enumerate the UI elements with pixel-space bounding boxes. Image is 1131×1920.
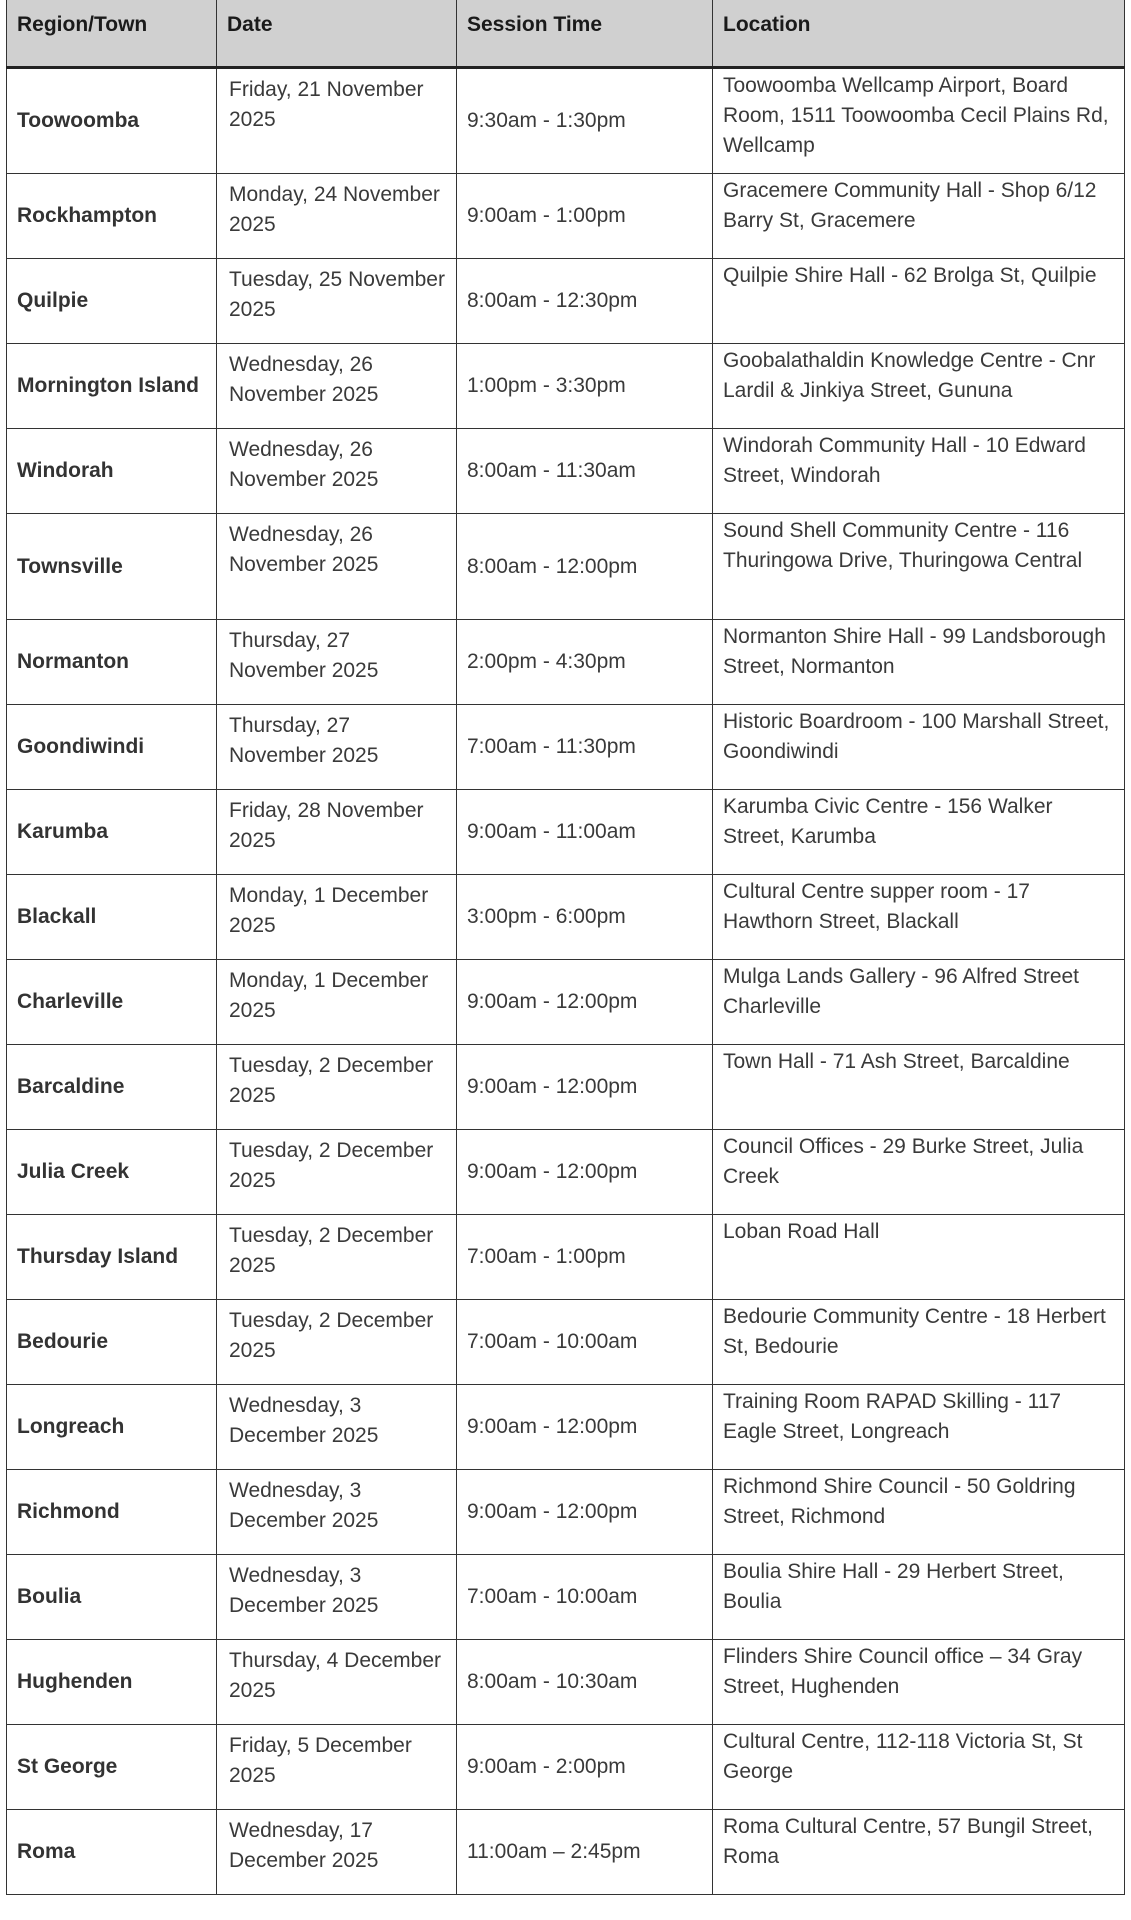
session-time-cell: 9:00am - 11:00am: [457, 790, 713, 875]
table-row: [7, 1385, 1125, 1470]
session-time-cell: 1:00pm - 3:30pm: [457, 344, 713, 429]
session-time-cell: 9:00am - 12:00pm: [457, 960, 713, 1045]
town-cell: Mornington Island: [7, 344, 217, 429]
session-time-cell: 7:00am - 10:00am: [457, 1555, 713, 1640]
town-cell: Normanton: [7, 620, 217, 705]
session-time-cell: 8:00am - 11:30am: [457, 429, 713, 514]
location-cell: Town Hall - 71 Ash Street, Barcaldine: [713, 1045, 1125, 1130]
session-time-cell: 3:00pm - 6:00pm: [457, 875, 713, 960]
session-time-cell: 8:00am - 12:30pm: [457, 259, 713, 344]
date-cell: Tuesday, 2 December 2025: [217, 1300, 457, 1385]
town-cell: Rockhampton: [7, 174, 217, 259]
date-cell: Wednesday, 26 November 2025: [217, 344, 457, 429]
town-cell: Boulia: [7, 1555, 217, 1640]
table-row: [7, 1725, 1125, 1810]
location-cell: Goobalathaldin Knowledge Centre - Cnr Lardil & Jinkiya Street, Gununa: [713, 344, 1125, 429]
table-row: [7, 1470, 1125, 1555]
date-cell: Monday, 24 November 2025: [217, 174, 457, 259]
table-row: [7, 620, 1125, 705]
town-cell: Longreach: [7, 1385, 217, 1470]
location-cell: Sound Shell Community Centre - 116 Thuringowa Drive, Thuringowa Central: [713, 514, 1125, 620]
session-time-cell: 9:00am - 12:00pm: [457, 1130, 713, 1215]
session-time-cell: 7:00am - 11:30pm: [457, 705, 713, 790]
table-row: [7, 1045, 1125, 1130]
location-cell: Gracemere Community Hall - Shop 6/12 Barry St, Gracemere: [713, 174, 1125, 259]
date-cell: Thursday, 27 November 2025: [217, 705, 457, 790]
date-cell: Friday, 5 December 2025: [217, 1725, 457, 1810]
session-time-cell: 11:00am – 2:45pm: [457, 1810, 713, 1895]
header-row: [7, 0, 1125, 68]
header-date: Date: [217, 0, 457, 68]
location-cell: Toowoomba Wellcamp Airport, Board Room, 1511 Toowoomba Cecil Plains Rd, Wellcamp: [713, 68, 1125, 174]
date-cell: Wednesday, 26 November 2025: [217, 429, 457, 514]
date-cell: Monday, 1 December 2025: [217, 960, 457, 1045]
header-region-town: Region/Town: [7, 0, 217, 68]
date-cell: Tuesday, 2 December 2025: [217, 1130, 457, 1215]
date-cell: Wednesday, 3 December 2025: [217, 1385, 457, 1470]
location-cell: Windorah Community Hall - 10 Edward Street, Windorah: [713, 429, 1125, 514]
town-cell: Thursday Island: [7, 1215, 217, 1300]
session-time-cell: 7:00am - 10:00am: [457, 1300, 713, 1385]
table-row: [7, 790, 1125, 875]
town-cell: Karumba: [7, 790, 217, 875]
session-time-cell: 8:00am - 12:00pm: [457, 514, 713, 620]
town-cell: Richmond: [7, 1470, 217, 1555]
header-session-time: Session Time: [457, 0, 713, 68]
town-cell: Julia Creek: [7, 1130, 217, 1215]
sessions-table: [6, 0, 1125, 1895]
location-cell: Normanton Shire Hall - 99 Landsborough Street, Normanton: [713, 620, 1125, 705]
date-cell: Thursday, 4 December 2025: [217, 1640, 457, 1725]
session-time-cell: 9:00am - 12:00pm: [457, 1385, 713, 1470]
town-cell: St George: [7, 1725, 217, 1810]
date-cell: Friday, 21 November 2025: [217, 68, 457, 174]
table-row: [7, 705, 1125, 790]
location-cell: Historic Boardroom - 100 Marshall Street, Goondiwindi: [713, 705, 1125, 790]
header-location: Location: [713, 0, 1125, 68]
date-cell: Wednesday, 3 December 2025: [217, 1555, 457, 1640]
town-cell: Blackall: [7, 875, 217, 960]
location-cell: Training Room RAPAD Skilling - 117 Eagle Street, Longreach: [713, 1385, 1125, 1470]
session-time-cell: 7:00am - 1:00pm: [457, 1215, 713, 1300]
location-cell: Boulia Shire Hall - 29 Herbert Street, Boulia: [713, 1555, 1125, 1640]
date-cell: Wednesday, 17 December 2025: [217, 1810, 457, 1895]
town-cell: Barcaldine: [7, 1045, 217, 1130]
table-row: [7, 1810, 1125, 1895]
location-cell: Richmond Shire Council - 50 Goldring Street, Richmond: [713, 1470, 1125, 1555]
town-cell: Quilpie: [7, 259, 217, 344]
town-cell: Charleville: [7, 960, 217, 1045]
session-time-cell: 9:00am - 12:00pm: [457, 1470, 713, 1555]
table-row: [7, 344, 1125, 429]
table-row: [7, 1300, 1125, 1385]
session-time-cell: 2:00pm - 4:30pm: [457, 620, 713, 705]
town-cell: Bedourie: [7, 1300, 217, 1385]
table-row: [7, 429, 1125, 514]
location-cell: Roma Cultural Centre, 57 Bungil Street, Roma: [713, 1810, 1125, 1895]
date-cell: Tuesday, 2 December 2025: [217, 1045, 457, 1130]
date-cell: Thursday, 27 November 2025: [217, 620, 457, 705]
table-body: [7, 68, 1125, 1895]
location-cell: Cultural Centre supper room - 17 Hawthorn Street, Blackall: [713, 875, 1125, 960]
location-cell: Council Offices - 29 Burke Street, Julia Creek: [713, 1130, 1125, 1215]
town-cell: Windorah: [7, 429, 217, 514]
date-cell: Wednesday, 3 December 2025: [217, 1470, 457, 1555]
location-cell: Mulga Lands Gallery - 96 Alfred Street Charleville: [713, 960, 1125, 1045]
town-cell: Townsville: [7, 514, 217, 620]
date-cell: Monday, 1 December 2025: [217, 875, 457, 960]
location-cell: Quilpie Shire Hall - 62 Brolga St, Quilpie: [713, 259, 1125, 344]
table-row: [7, 960, 1125, 1045]
session-time-cell: 9:00am - 2:00pm: [457, 1725, 713, 1810]
location-cell: Flinders Shire Council office – 34 Gray Street, Hughenden: [713, 1640, 1125, 1725]
date-cell: Wednesday, 26 November 2025: [217, 514, 457, 620]
session-time-cell: 9:30am - 1:30pm: [457, 68, 713, 174]
table-row: [7, 1640, 1125, 1725]
location-cell: Bedourie Community Centre - 18 Herbert St, Bedourie: [713, 1300, 1125, 1385]
table-row: [7, 259, 1125, 344]
location-cell: Cultural Centre, 112-118 Victoria St, St George: [713, 1725, 1125, 1810]
table-row: [7, 1130, 1125, 1215]
town-cell: Toowoomba: [7, 68, 217, 174]
date-cell: Friday, 28 November 2025: [217, 790, 457, 875]
location-cell: Karumba Civic Centre - 156 Walker Street, Karumba: [713, 790, 1125, 875]
table-header: [7, 0, 1125, 68]
date-cell: Tuesday, 2 December 2025: [217, 1215, 457, 1300]
table-row: [7, 1215, 1125, 1300]
table-row: [7, 174, 1125, 259]
session-time-cell: 8:00am - 10:30am: [457, 1640, 713, 1725]
location-cell: Loban Road Hall: [713, 1215, 1125, 1300]
town-cell: Goondiwindi: [7, 705, 217, 790]
table-row: [7, 514, 1125, 620]
date-cell: Tuesday, 25 November 2025: [217, 259, 457, 344]
table-row: [7, 875, 1125, 960]
session-time-cell: 9:00am - 1:00pm: [457, 174, 713, 259]
town-cell: Roma: [7, 1810, 217, 1895]
table-row: [7, 1555, 1125, 1640]
session-time-cell: 9:00am - 12:00pm: [457, 1045, 713, 1130]
town-cell: Hughenden: [7, 1640, 217, 1725]
table-row: [7, 68, 1125, 174]
